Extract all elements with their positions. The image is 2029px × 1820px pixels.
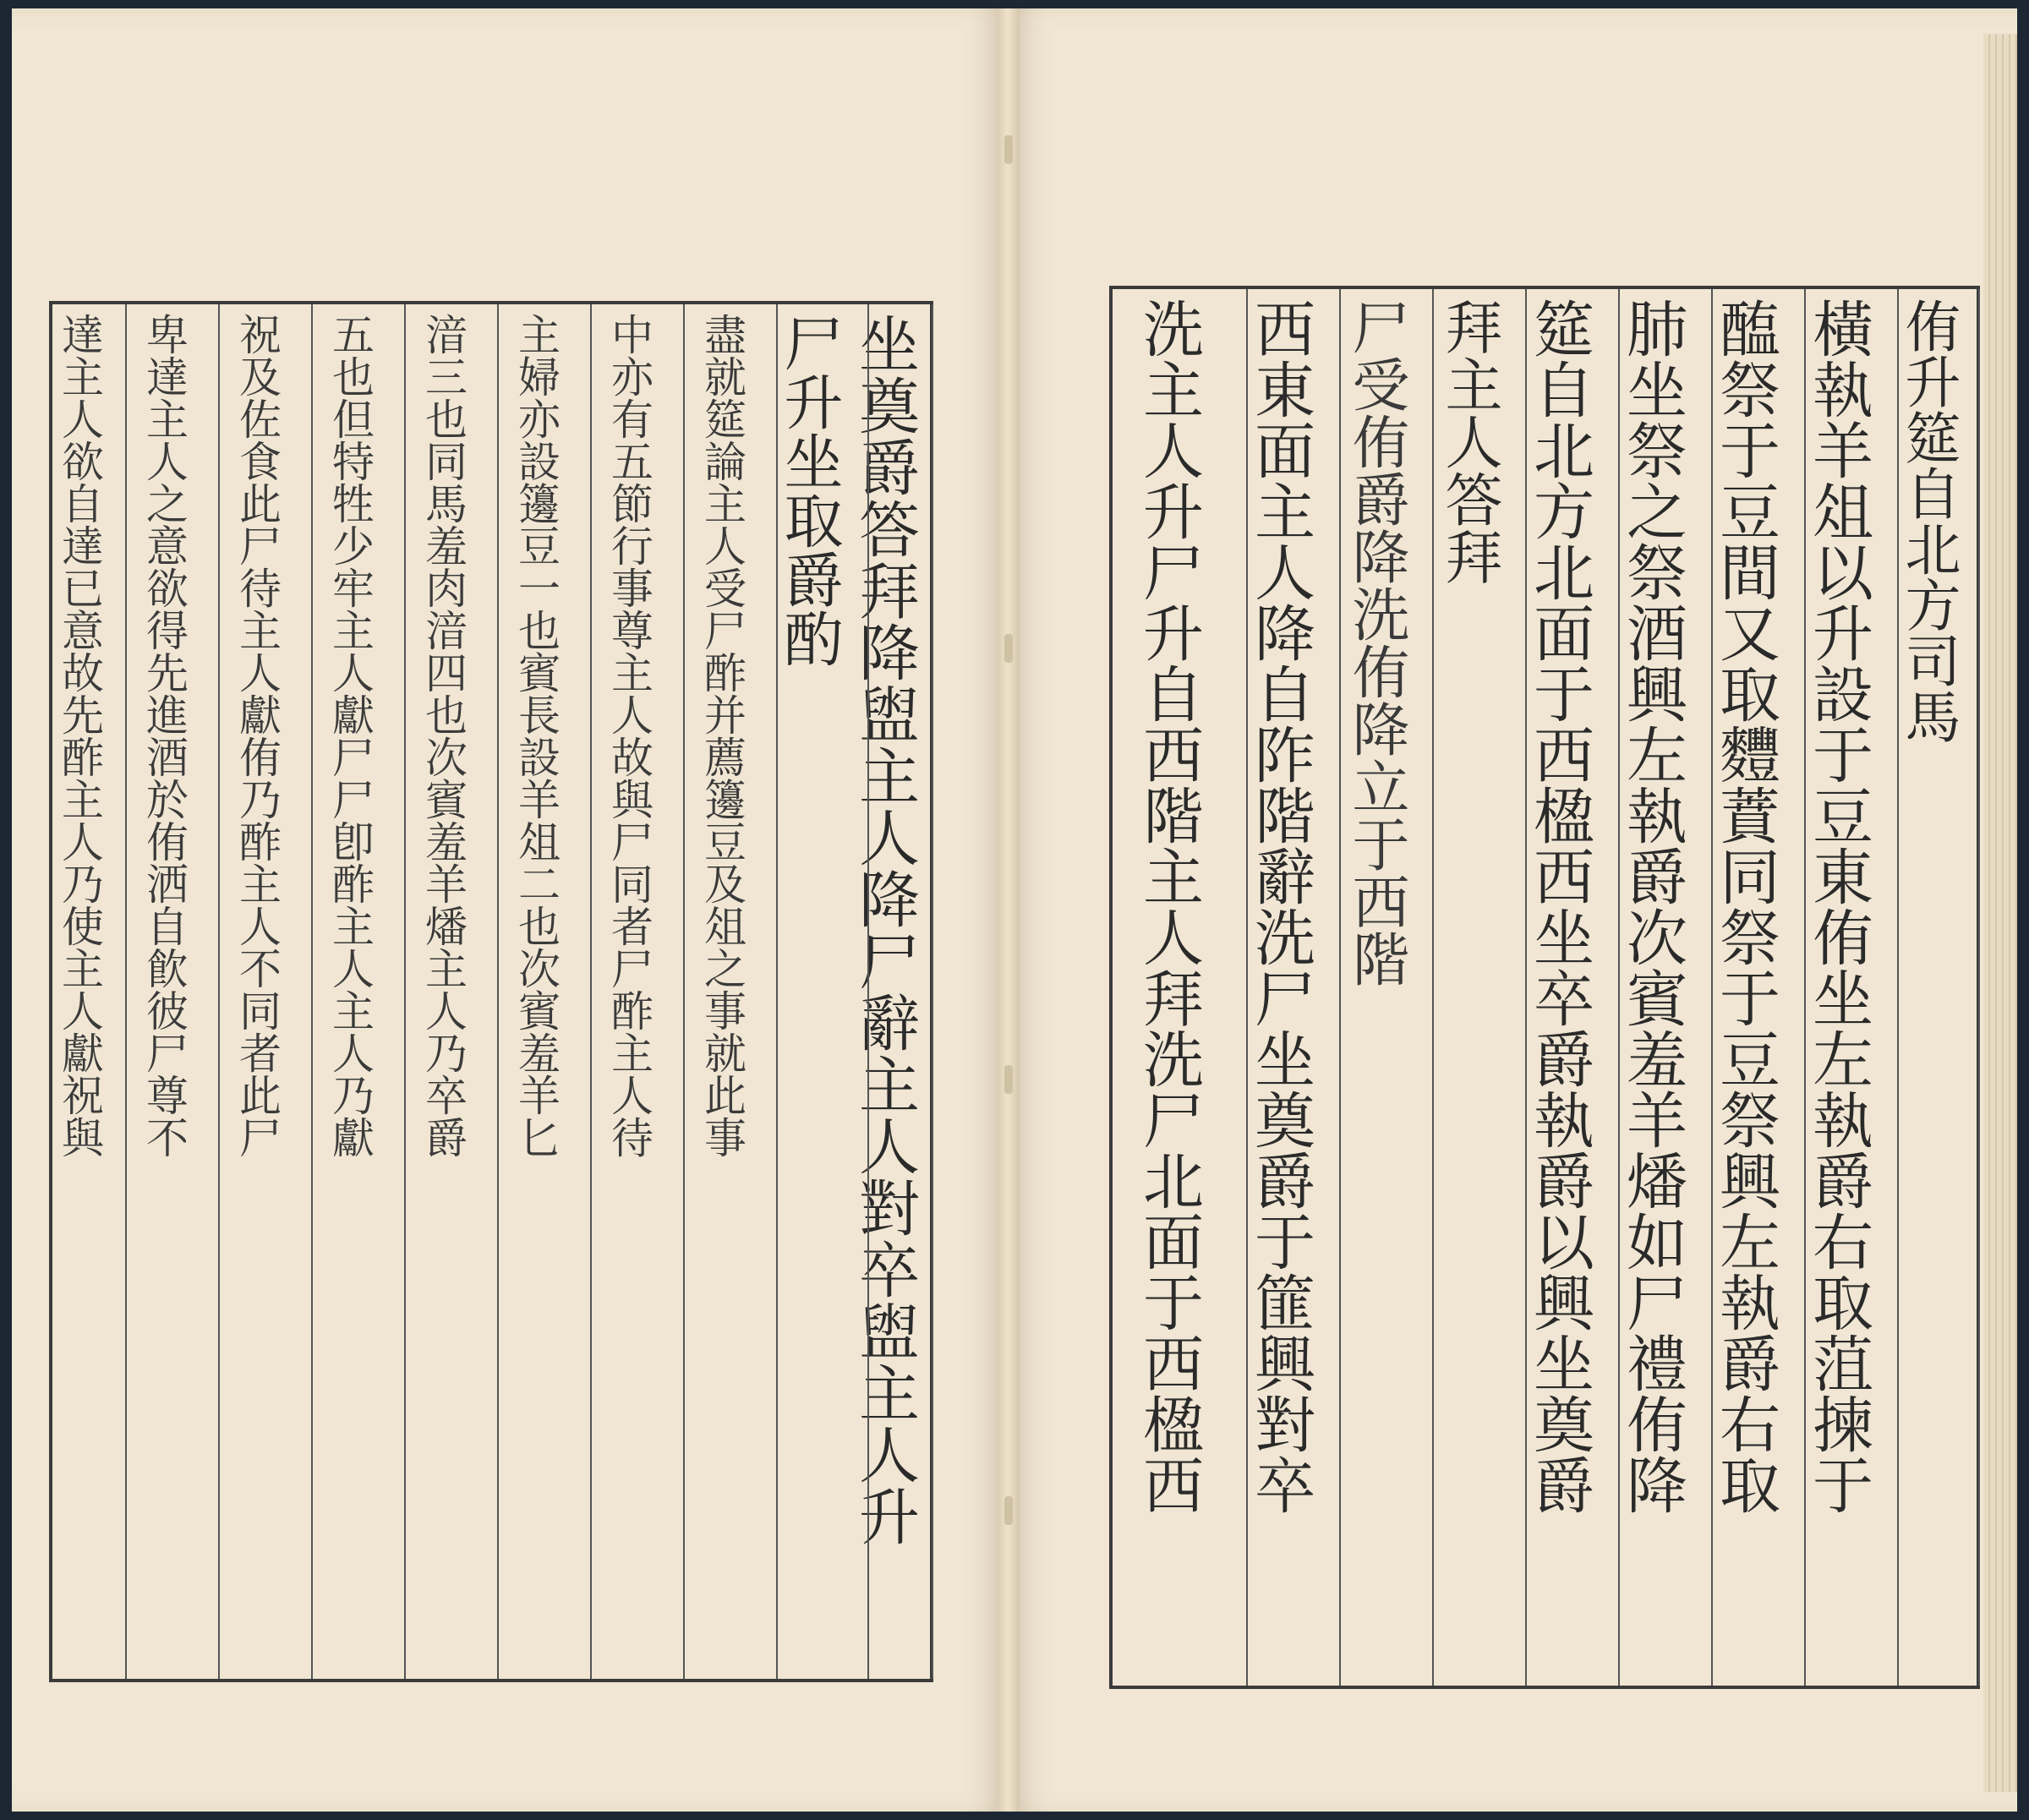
text-column: [313, 304, 406, 1679]
column-text: 筵自北方北面于西楹西坐卒爵執爵以興坐奠爵: [1523, 298, 1594, 1515]
binding-stitch: [1004, 135, 1013, 164]
column-text-large: 拜主人答拜: [1436, 298, 1502, 585]
text-column: [220, 304, 313, 1679]
text-column: [127, 304, 220, 1679]
column-text-small: 尸受侑爵降洗侑降立于西階: [1343, 298, 1409, 987]
text-column: [1113, 289, 1248, 1686]
text-column: [52, 304, 127, 1679]
book-spread: [12, 8, 2017, 1812]
column-text-large: 侑升筵自北方司馬: [1895, 298, 1961, 744]
page-edge-strip: [1983, 34, 2017, 1792]
text-column: [499, 304, 592, 1679]
text-column: [1341, 289, 1434, 1686]
column-text-small: 達主人欲自達已意故先酢主人乃使主人獻祝與: [55, 313, 104, 1158]
right-page-frame: [1109, 286, 1980, 1689]
left-page-frame: [49, 301, 933, 1682]
column-text: 橫執羊俎以升設于豆東侑坐左執爵右取菹揀于: [1802, 298, 1873, 1515]
text-column: [1709, 289, 1806, 1686]
column-text-small: 盡就筵論主人受尸酢并薦籩豆及俎之事就此事: [697, 313, 747, 1158]
column-text-small: 中亦有五節行事尊主人故與尸同者尸酢主人待: [604, 313, 654, 1158]
text-column: [1802, 289, 1899, 1686]
text-column: [685, 304, 778, 1679]
text-column: [592, 304, 685, 1679]
text-column: [406, 304, 499, 1679]
column-text: 肺坐祭之祭酒興左執爵次賓羞羊燔如尸禮侑降: [1616, 298, 1687, 1515]
column-text-small: 五也但特牲少牢主人獻尸尸卽酢主人主人乃獻: [325, 313, 375, 1158]
text-column: [1244, 289, 1341, 1686]
column-text: 坐奠爵答拜降盥主人降尸辭主人對卒盥主人升: [849, 313, 920, 1547]
text-column: [1523, 289, 1620, 1686]
column-text: 西東面主人降自阼階辭洗尸坐奠爵于篚興對卒: [1244, 298, 1315, 1515]
column-text-small: 湆三也同馬羞肉湆四也次賓羞羊燔主人乃卒爵: [418, 313, 468, 1158]
right-page: [1008, 8, 2017, 1812]
left-page: [12, 8, 1008, 1812]
text-column: [1895, 289, 1980, 1686]
binding-stitch: [1004, 1496, 1013, 1525]
binding-stitch: [1004, 634, 1013, 663]
book-gutter: [998, 8, 1020, 1812]
column-text-small: 主婦亦設籩豆一也賓長設羊俎二也次賓羞羊匕: [511, 313, 561, 1158]
column-text: 洗主人升尸升自西階主人拜洗尸北面于西楹西: [1133, 298, 1204, 1515]
column-text-small: 卑達主人之意欲得先進酒於侑洒自飮彼尸尊不: [139, 313, 189, 1158]
column-text-small: 祝及佐食此尸待主人獻侑乃酢主人不同者此尸: [232, 313, 282, 1158]
text-column: [1434, 289, 1527, 1686]
text-column: [849, 304, 933, 1679]
binding-stitch: [1004, 1065, 1013, 1094]
text-column: [774, 304, 869, 1679]
column-text: 醢祭于豆間又取麷蕡同祭于豆祭興左執爵右取: [1709, 298, 1780, 1515]
text-column: [1616, 289, 1713, 1686]
column-text-large: 尸升坐取爵酌: [774, 313, 844, 668]
